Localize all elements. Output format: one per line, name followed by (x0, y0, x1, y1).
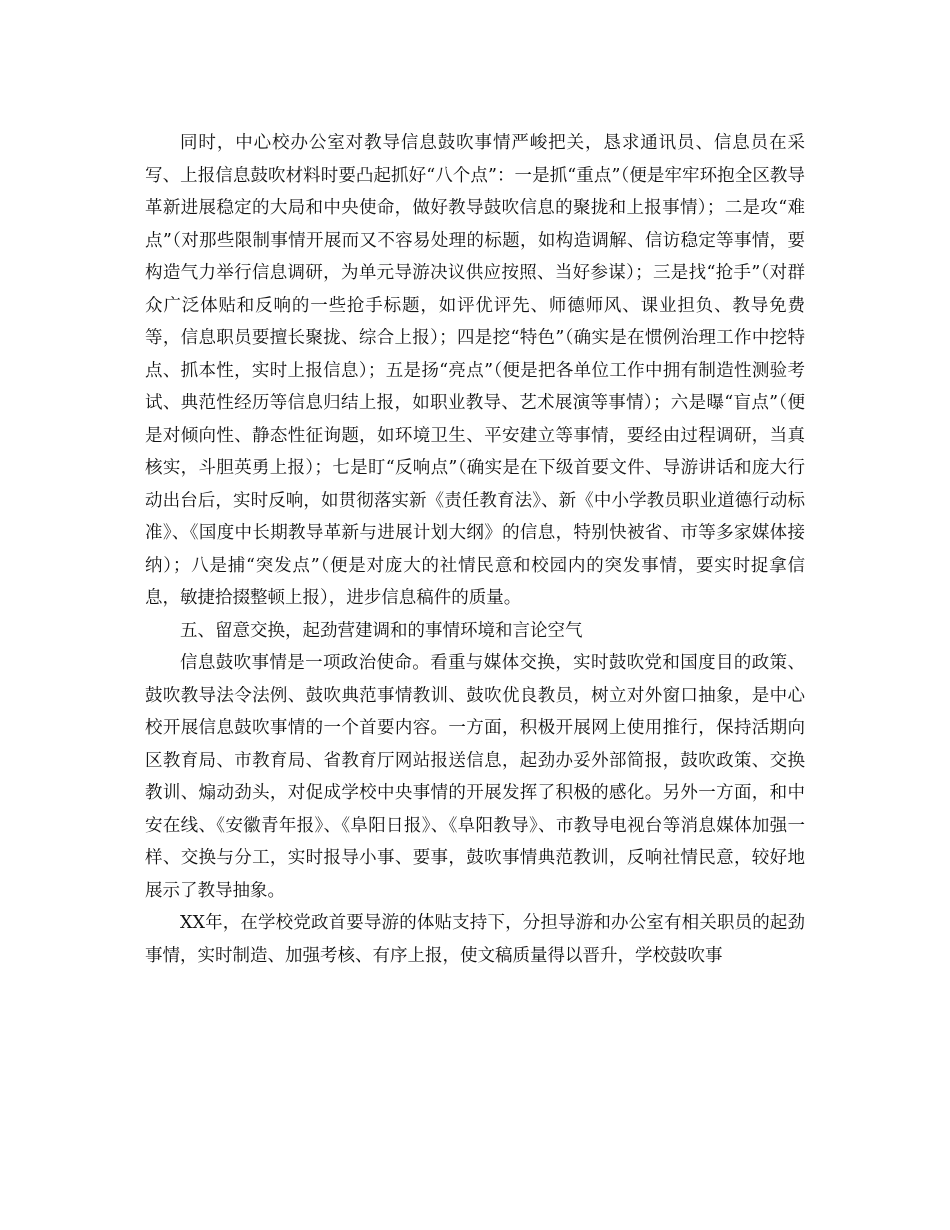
paragraph-eight-points: 同时，中心校办公室对教导信息鼓吹事情严峻把关，恳求通讯员、信息员在采写、上报信息鼓吹材料时要凸起抓好“八个点”：一是抓“重点”（便是牢牢环抱全区教导革新进展稳定的大局和中央使命，做好教导鼓吹信息的聚拢和上报事情）；二是攻“难点”（对那些限制事情开展而又不容易处理的标题，如构造调解、信访稳定等事情，要构造气力举行信息调研，为单元导游决议供应按照、当好参谋）；三是找“抢手”（对群众广泛体贴和反响的一些抢手标题，如评优评先、师德师风、课业担负、教导免费等，信息职员要擅长聚拢、综合上报）；四是挖“特色”（确实是在惯例治理工作中挖特点、抓本性，实时上报信息）；五是扬“亮点”（便是把各单位工作中拥有制造性测验考试、典范性经历等信息归结上报，如职业教导、艺术展演等事情）；六是曝“盲点”（便是对倾向性、静态性征询题，如环境卫生、平安建立等事情，要经由过程调研，当真核实，斗胆英勇上报）；七是盯“反响点”（确实是在下级首要文件、导游讲话和庞大行动出台后，实时反响，如贯彻落实新《责任教育法》、新《中小学教员职业道德行动标准》、《国度中长期教导革新与进展计划大纲》的信息，特别快被省、市等多家媒体接纳）；八是捕“突发点”（便是对庞大的社情民意和校园内的突发事情，要实时捉拿信息，敏捷拾掇整顿上报），进步信息稿件的质量。 (145, 133, 805, 608)
paragraph-media-exchange: 信息鼓吹事情是一项政治使命。看重与媒体交换，实时鼓吹党和国度目的政策、鼓吹教导法令法例、鼓吹典范事情教训、鼓吹优良教员，树立对外窗口抽象，是中心校开展信息鼓吹事情的一个首要内容。一方面，积极开展网上使用推行，保持活期向区教育局、市教育局、省教育厅网站报送信息，起劲办妥外部简报，鼓吹政策、交换教训、煽动劲头，对促成学校中央事情的开展发挥了积极的感化。另外一方面，和中安在线、《安徽青年报》、《阜阳日报》、《阜阳教导》、市教导电视台等消息媒体加强一样、交换与分工，实时报导小事、要事，鼓吹事情典范教训，反响社情民意，较好地展示了教导抽象。 (145, 653, 805, 901)
paragraph-annual-summary: XX年，在学校党政首要导游的体贴支持下，分担导游和办公室有相关职员的起劲事情，实时制造、加强考核、有序上报，使文稿质量得以晋升，学校鼓吹事 (145, 913, 805, 966)
section-heading-five: 五、留意交换，起劲营建调和的事情环境和言论空气 (180, 620, 583, 641)
document-body (145, 127, 805, 972)
